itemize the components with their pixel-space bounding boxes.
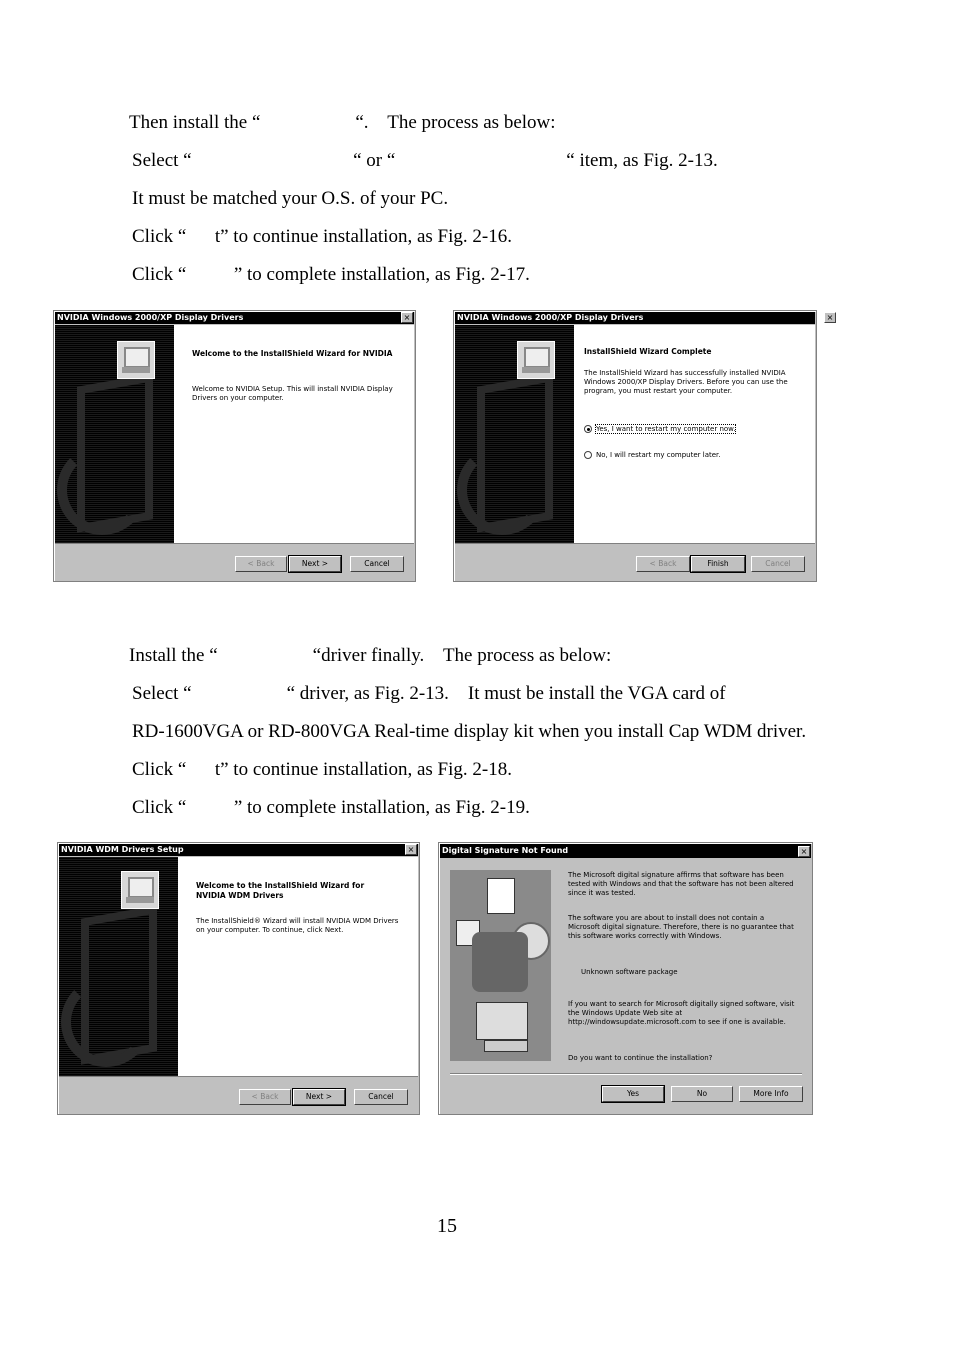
back-button[interactable]: < Back bbox=[239, 1089, 291, 1105]
signature-para-3: If you want to search for Microsoft digitally signed software, visit the Windows Update Web site at http://windowsupdate.microsoft.com to see if one is available. bbox=[568, 1000, 795, 1026]
s2-line-3: RD-1600VGA or RD-800VGA Real-time display kit when you install Cap WDM driver. bbox=[132, 721, 807, 742]
dialog-title: NVIDIA WDM Drivers Setup bbox=[59, 844, 418, 856]
globe-icon bbox=[472, 932, 528, 992]
next-button[interactable]: Next > bbox=[293, 1089, 345, 1105]
computer-icon bbox=[117, 341, 155, 379]
dialog-wdm-welcome bbox=[57, 842, 420, 1115]
finish-button[interactable]: Finish bbox=[691, 556, 745, 572]
computer-icon bbox=[121, 871, 159, 909]
restart-now-label: Yes, I want to restart my computer now. bbox=[596, 425, 736, 433]
button-bar bbox=[59, 1076, 418, 1114]
s2-line-4: Click “ t” to continue installation, as Fig. 2-18. bbox=[132, 759, 512, 780]
dialog-digital-signature bbox=[438, 842, 813, 1115]
signature-para-1: The Microsoft digital signature affirms that software has been tested with Windows and that the software has not been altered since it was tested. bbox=[568, 871, 794, 897]
document-icon bbox=[487, 878, 515, 914]
close-icon[interactable]: × bbox=[798, 846, 810, 857]
cancel-button[interactable]: Cancel bbox=[350, 556, 404, 572]
signature-para-2: The software you are about to install does not contain a Microsoft digital signature. Therefore, there is no guarantee that this software works correctly with Windows. bbox=[568, 914, 794, 940]
wizard-content bbox=[178, 857, 418, 1076]
next-button[interactable]: Next > bbox=[289, 556, 341, 572]
close-icon[interactable]: × bbox=[405, 844, 417, 855]
wizard-body: The InstallShield Wizard has successfully installed NVIDIA Windows 2000/XP Display Drivers. Before you can use the program, you must restart your computer. bbox=[584, 369, 788, 395]
swoosh-graphic bbox=[61, 977, 151, 1067]
swoosh-graphic bbox=[57, 445, 147, 535]
computer-icon bbox=[476, 1002, 528, 1040]
back-button[interactable]: < Back bbox=[636, 556, 690, 572]
s1-line-2: Select “ “ or “ “ item, as Fig. 2-13. bbox=[132, 150, 718, 171]
s2-line-5: Click “ ” to complete installation, as Fig. 2-19. bbox=[132, 797, 530, 818]
package-name: Unknown software package bbox=[581, 968, 678, 976]
keyboard-icon bbox=[484, 1040, 528, 1052]
restart-later-radio[interactable] bbox=[584, 451, 721, 459]
more-info-button[interactable]: More Info bbox=[739, 1086, 803, 1102]
swoosh-graphic bbox=[457, 445, 547, 535]
wizard-body: The InstallShield® Wizard will install NVIDIA WDM Drivers on your computer. To continue, click Next. bbox=[196, 917, 399, 934]
restart-later-label: No, I will restart my computer later. bbox=[596, 451, 721, 459]
dialog-title: NVIDIA Windows 2000/XP Display Drivers bbox=[55, 312, 414, 324]
cancel-button[interactable]: Cancel bbox=[751, 556, 805, 572]
yes-button[interactable]: Yes bbox=[602, 1086, 664, 1102]
wizard-side-graphic bbox=[455, 325, 574, 543]
cancel-button[interactable]: Cancel bbox=[354, 1089, 408, 1105]
wizard-heading: Welcome to the InstallShield Wizard for NVIDIA WDM Drivers bbox=[196, 881, 365, 900]
wizard-content bbox=[174, 325, 414, 543]
wizard-side-graphic bbox=[59, 857, 178, 1076]
s1-line-1: Then install the “ “. The process as below: bbox=[129, 112, 556, 133]
separator bbox=[450, 1073, 802, 1075]
button-bar bbox=[455, 543, 815, 581]
button-bar bbox=[55, 543, 414, 581]
dialog-title: NVIDIA Windows 2000/XP Display Drivers bbox=[455, 312, 815, 324]
close-icon[interactable]: × bbox=[824, 312, 836, 323]
s1-line-4: Click “ t” to continue installation, as Fig. 2-16. bbox=[132, 226, 512, 247]
page-number: 15 bbox=[437, 1215, 457, 1237]
dialog-title: Digital Signature Not Found bbox=[440, 844, 811, 858]
continue-question: Do you want to continue the installation? bbox=[568, 1054, 713, 1062]
s2-line-2: Select “ “ driver, as Fig. 2-13. It must be install the VGA card of bbox=[132, 683, 726, 704]
wizard-body: Welcome to NVIDIA Setup. This will install NVIDIA Display Drivers on your computer. bbox=[192, 385, 393, 402]
dialog-wizard-complete bbox=[453, 310, 834, 582]
wizard-content bbox=[574, 325, 815, 543]
restart-now-radio[interactable] bbox=[584, 425, 735, 433]
s1-line-5: Click “ ” to complete installation, as Fig. 2-17. bbox=[132, 264, 530, 285]
wizard-heading: Welcome to the InstallShield Wizard for NVIDIA bbox=[192, 349, 393, 358]
close-icon[interactable]: × bbox=[401, 312, 413, 323]
wizard-side-graphic bbox=[55, 325, 174, 543]
s2-line-1: Install the “ “driver finally. The process as below: bbox=[129, 645, 612, 666]
signature-illustration bbox=[450, 870, 551, 1061]
s1-line-3: It must be matched your O.S. of your PC. bbox=[132, 188, 449, 209]
back-button[interactable]: < Back bbox=[235, 556, 287, 572]
no-button[interactable]: No bbox=[671, 1086, 733, 1102]
computer-icon bbox=[517, 341, 555, 379]
dialog-welcome-display bbox=[53, 310, 416, 582]
wizard-heading: InstallShield Wizard Complete bbox=[584, 347, 712, 356]
